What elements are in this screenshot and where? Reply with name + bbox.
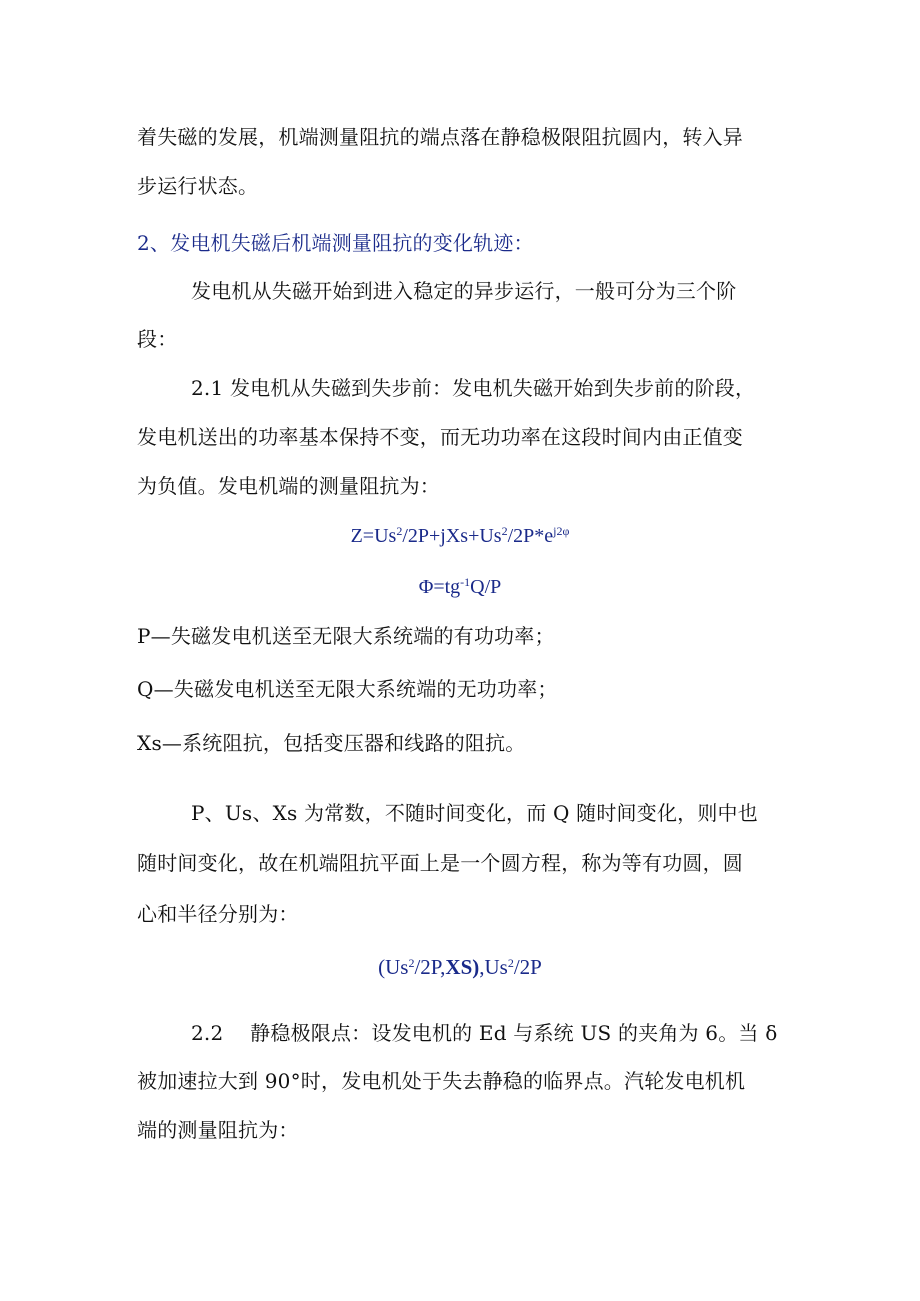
paragraph-line: 发电机从失磁开始到进入稳定的异步运行，一般可分为三个阶: [191, 279, 737, 303]
phi-formula: $\Phi=tg^{-1}Q/P$: [418, 575, 502, 598]
definition-q: Q—失磁发电机送至无限大系统端的无功功率；: [137, 677, 558, 701]
definition-xs: Xs—系统阻抗，包括变压器和线路的阻抗。: [137, 731, 526, 755]
impedance-formula: $Z=Us^2/2P+jXs+Us^2/2P*e^{j2\varphi}$: [350, 524, 570, 547]
paragraph-line: 为负值。发电机端的测量阻抗为：: [137, 474, 440, 498]
paragraph-line: 段：: [137, 327, 178, 351]
subsection-line: 2.1 发电机从失磁到失步前：发电机失磁开始到失步前的阶段，: [191, 376, 756, 400]
paragraph-line: 步运行状态。: [137, 174, 259, 198]
paragraph-line: 心和半径分别为：: [137, 902, 299, 926]
subsection-line: 2.2 静稳极限点：设发电机的 Ed 与系统 US 的夹角为 6。当 δ: [191, 1021, 778, 1045]
paragraph-line: 发电机送出的功率基本保持不变，而无功功率在这段时间内由正值变: [137, 425, 743, 449]
paragraph-line: 被加速拉大到 90°时，发电机处于失去静稳的临界点。汽轮发电机机: [137, 1069, 746, 1093]
paragraph-line: 端的测量阻抗为：: [137, 1118, 299, 1142]
paragraph-line: P、Us、Xs 为常数，不随时间变化，而 Q 随时间变化，则中也: [191, 801, 758, 825]
circle-center-radius-formula: (Us$^2$/2P,XS),Us$^2$/2P: [378, 955, 542, 979]
definition-p: P—失磁发电机送至无限大系统端的有功功率；: [137, 624, 555, 648]
paragraph-line: 随时间变化，故在机端阻抗平面上是一个圆方程，称为等有功圆，圆: [137, 851, 743, 875]
section-heading: 2、发电机失磁后机端测量阻抗的变化轨迹：: [137, 231, 534, 255]
paragraph-line: 着失磁的发展，机端测量阻抗的端点落在静稳极限阻抗圆内，转入异: [137, 125, 743, 149]
